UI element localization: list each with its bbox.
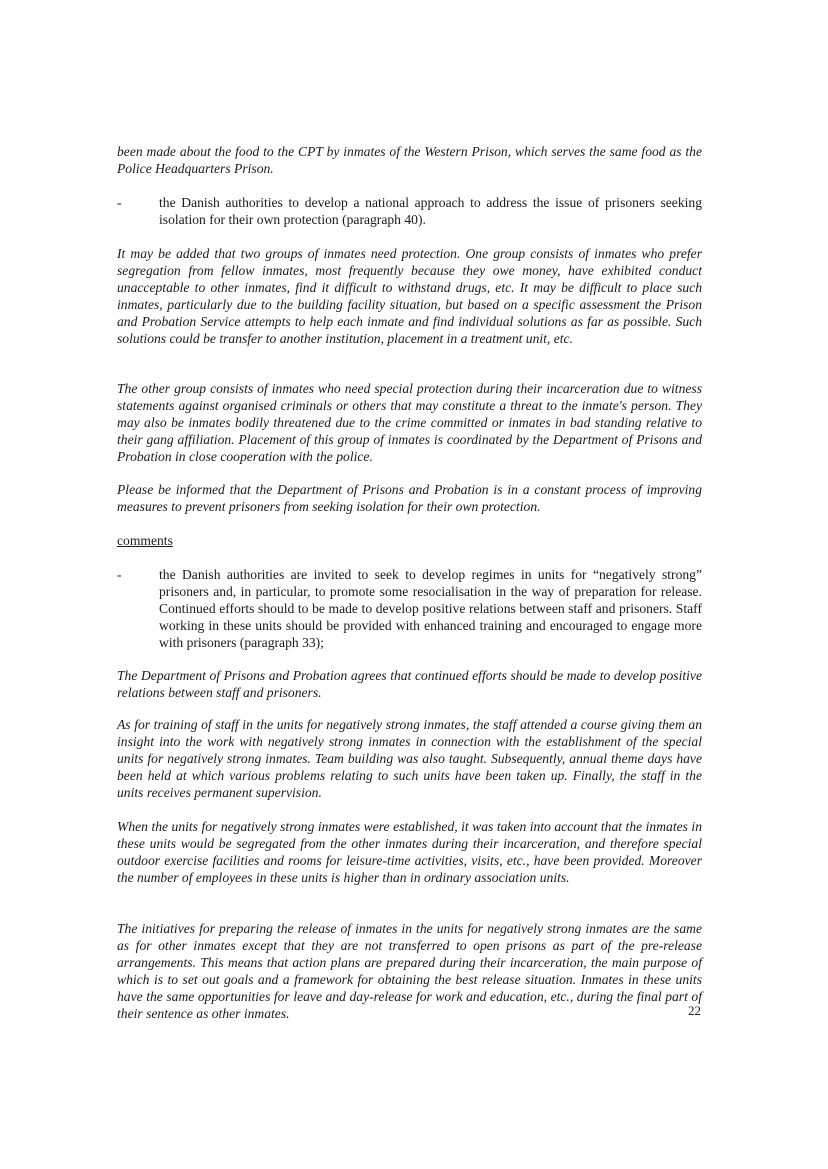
paragraph-text: As for training of staff in the units for negatively strong inmates, the staff attended a course giving them an insight into the work with negatively strong inmates in connection with the establishment of the special units for negatively strong inmates. Team building was also taught. Subsequently, annual theme days have been held at which various problems relating to such units have been taken up. Finally, the staff in the units receives permanent supervision. [117,717,702,800]
paragraph-text: It may be added that two groups of inmates need protection. One group consists of inmates who prefer segregation from fellow inmates, most frequently because they owe money, have exhibited conduct unacceptable to other inmates, find it difficult to withstand drugs, etc. It may be difficult to place such inmates, particularly due to the building facility situation, but based on a specific assessment the Prison and Probation Service attempts to help each inmate and find individual solutions as far as possible. Such solutions could be transfer to another institution, placement in a treatment unit, etc. [117,246,702,346]
paragraph-release-initiatives [117,920,702,1022]
bullet-text: the Danish authorities to develop a national approach to address the issue of prisoners seeking isolation for their own protection (paragraph 40). [159,195,702,227]
paragraph-staff-training [117,716,702,801]
paragraph-two-groups [117,245,702,347]
bullet-dash: - [117,195,122,210]
bullet-text: the Danish authorities are invited to seek to develop regimes in units for “negatively strong” prisoners and, in particular, to promote some resocialisation in the way of preparation for release. Continued efforts should to be made to develop positive relations between staff and prisoners. Staff working in these units should be provided with enhanced training and encouraged to engage more with prisoners (paragraph 33); [159,567,702,650]
paragraph-text: The other group consists of inmates who need special protection during their incarceration due to witness statements against organised criminals or others that may constitute a threat to the inmate's person. They may also be inmates bodily threatened due to the crime committed or inmates in bad standing relative to their gang affiliation. Placement of this group of inmates is coordinated by the Department of Prisons and Probation in close cooperation with the police. [117,381,702,464]
bullet-isolation-approach [117,194,702,228]
paragraph-text: When the units for negatively strong inmates were established, it was taken into account that the inmates in these units would be segregated from the other inmates during their incarceration, and therefore special outdoor exercise facilities and rooms for leisure-time activities, visits, etc., have been provided. Moreover the number of employees in these units is higher than in ordinary association units. [117,819,702,885]
paragraph-food-comment [117,143,702,177]
paragraph-text: been made about the food to the CPT by inmates of the Western Prison, which serves the same food as the Police Headquarters Prison. [117,144,702,176]
paragraph-text: Please be informed that the Department of Prisons and Probation is in a constant process of improving measures to prevent prisoners from seeking isolation for their own protection. [117,482,702,514]
section-heading-comments: comments [117,533,173,548]
paragraph-other-group [117,380,702,465]
paragraph-text: The Department of Prisons and Probation agrees that continued efforts should be made to develop positive relations between staff and prisoners. [117,668,702,700]
page-number: 22 [688,1003,701,1018]
paragraph-text: The initiatives for preparing the release of inmates in the units for negatively strong inmates are the same as for other inmates except that they are not transferred to open prisons as part of the pre-release arrangements. This means that action plans are prepared during their incarceration, the main purpose of which is to set out goals and a framework for obtaining the best release situation. Inmates in these units have the same opportunities for leave and day-release for work and education, etc., during the final part of their sentence as other inmates. [117,921,702,1021]
paragraph-department-agrees [117,667,702,701]
bullet-negatively-strong-units [117,566,702,651]
bullet-dash: - [117,567,122,582]
paragraph-units-established [117,818,702,886]
paragraph-improving-measures [117,481,702,515]
